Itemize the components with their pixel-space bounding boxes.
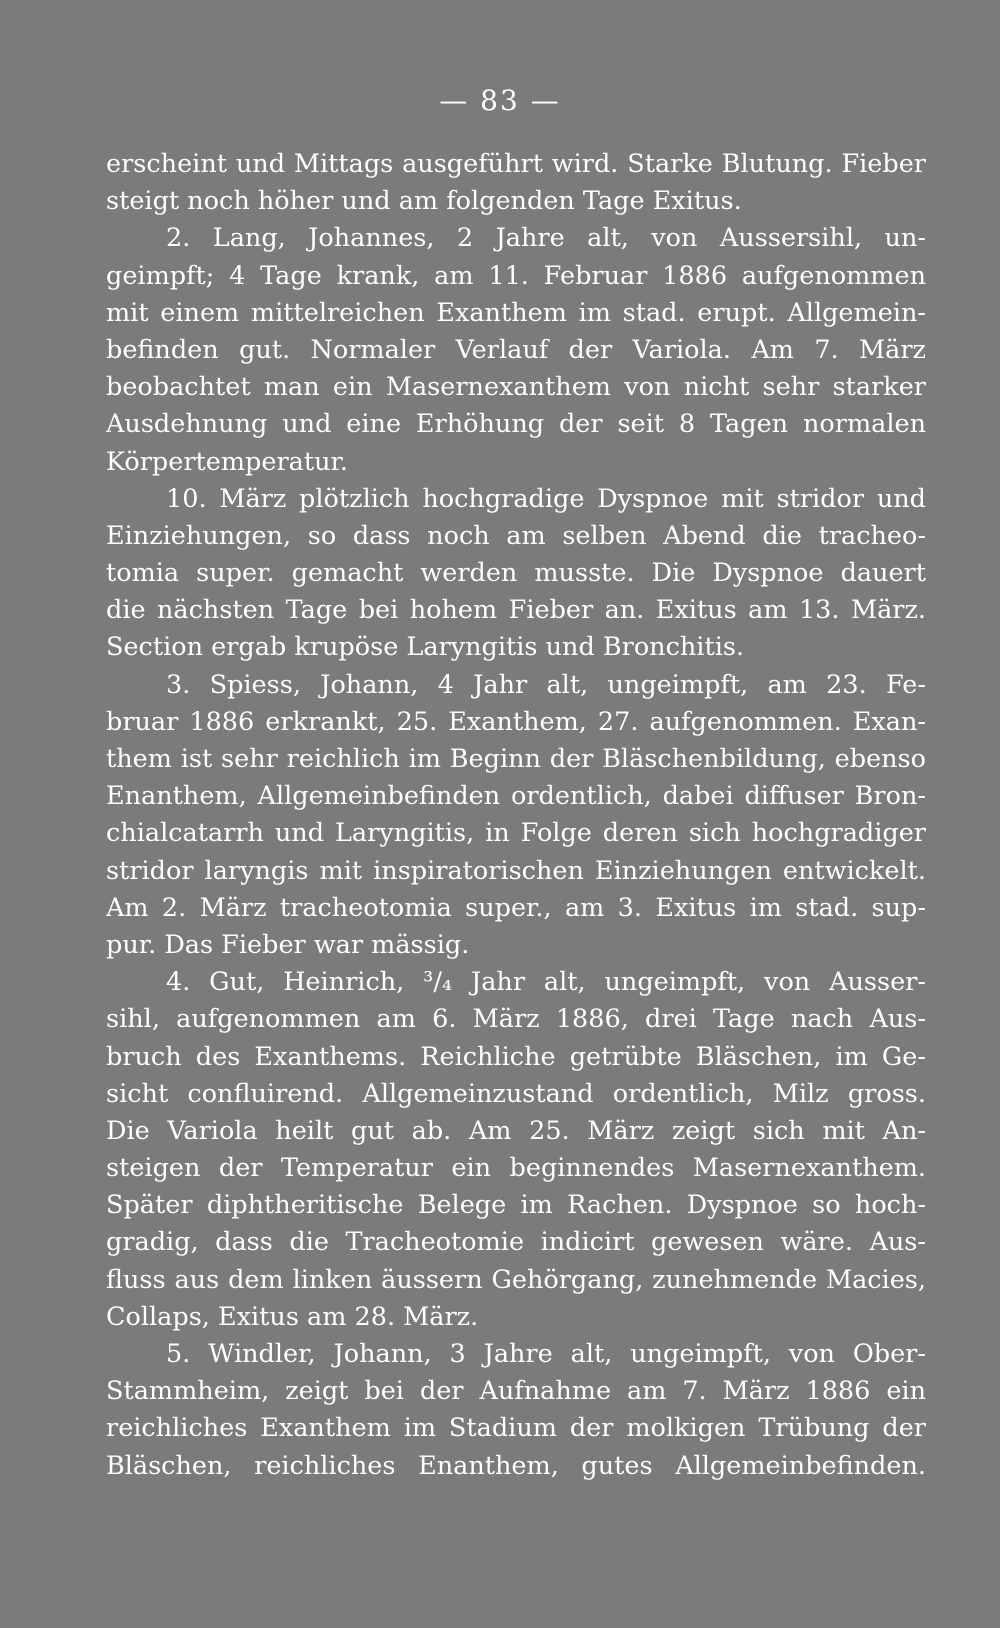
text-line: steigen der Temperatur ein beginnendes Masernexanthem.: [106, 1153, 926, 1184]
text-line: steigt noch höher und am folgenden Tage Exitus.: [106, 186, 742, 217]
body-text: [106, 146, 926, 1485]
text-line: geimpft; 4 Tage krank, am 11. Februar 1886 aufgenommen: [106, 260, 926, 291]
text-line: Stammheim, zeigt bei der Aufnahme am 7. März 1886 ein: [106, 1376, 926, 1407]
text-line: bruar 1886 erkrankt, 25. Exanthem, 27. aufgenommen. Exan-: [106, 706, 926, 737]
text-line: stridor laryngis mit inspiratorischen Einziehungen entwickelt.: [106, 855, 926, 886]
text-line: Körpertemperatur.: [106, 446, 349, 477]
text-line: gradig, dass die Tracheotomie indicirt gewesen wäre. Aus-: [106, 1227, 926, 1258]
text-line: 2. Lang, Johannes, 2 Jahre alt, von Aussersihl, un-: [166, 223, 926, 254]
text-line: them ist sehr reichlich im Beginn der Bläschenbildung, ebenso: [106, 744, 926, 774]
text-line: 4. Gut, Heinrich, ³/₄ Jahr alt, ungeimpft, von Ausser-: [166, 967, 926, 998]
text-line: 3. Spiess, Johann, 4 Jahr alt, ungeimpft, am 23. Fe-: [166, 669, 926, 700]
page-number: — 83 —: [439, 84, 561, 117]
text-line: beobachtet man ein Masernexanthem von nicht sehr starker: [106, 372, 926, 403]
text-line: Einziehungen, so dass noch am selben Abend die tracheo-: [106, 520, 926, 551]
text-line: Die Variola heilt gut ab. Am 25. März zeigt sich mit An-: [106, 1115, 926, 1146]
text-line: tomia super. gemacht werden musste. Die Dyspnoe dauert: [106, 558, 926, 589]
text-line: Bläschen, reichliches Enanthem, gutes Allgemeinbefinden.: [106, 1450, 926, 1481]
text-line: Enanthem, Allgemeinbefinden ordentlich, dabei diffuser Bron-: [106, 781, 926, 812]
text-line: die nächsten Tage bei hohem Fieber an. Exitus am 13. März.: [106, 595, 926, 626]
text-line: pur. Das Fieber war mässig.: [106, 929, 470, 960]
text-line: Am 2. März tracheotomia super., am 3. Exitus im stad. sup-: [106, 892, 926, 923]
text-line: fluss aus dem linken äussern Gehörgang, zunehmende Macies,: [106, 1264, 926, 1295]
text-line: 5. Windler, Johann, 3 Jahre alt, ungeimpft, von Ober-: [166, 1339, 926, 1369]
text-line: 10. März plötzlich hochgradige Dyspnoe mit stridor und: [166, 483, 926, 514]
text-line: sicht confluirend. Allgemeinzustand ordentlich, Milz gross.: [106, 1078, 926, 1109]
text-line: befinden gut. Normaler Verlauf der Variola. Am 7. März: [106, 334, 926, 365]
text-line: Section ergab krupöse Laryngitis und Bronchitis.: [106, 632, 745, 663]
text-line: reichliches Exanthem im Stadium der molkigen Trübung der: [106, 1413, 926, 1444]
text-line: erscheint und Mittags ausgeführt wird. Starke Blutung. Fieber: [106, 149, 926, 179]
text-line: Später diphtheritische Belege im Rachen. Dyspnoe so hoch-: [106, 1190, 926, 1221]
text-line: mit einem mittelreichen Exanthem im stad. erupt. Allgemein-: [106, 297, 926, 328]
text-line: chialcatarrh und Laryngitis, in Folge deren sich hochgradiger: [106, 818, 926, 849]
text-line: Ausdehnung und eine Erhöhung der seit 8 Tagen normalen: [106, 409, 926, 440]
text-line: Collaps, Exitus am 28. März.: [106, 1301, 479, 1332]
text-line: sihl, aufgenommen am 6. März 1886, drei Tage nach Aus-: [106, 1004, 926, 1035]
text-line: bruch des Exanthems. Reichliche getrübte Bläschen, im Ge-: [106, 1041, 926, 1072]
